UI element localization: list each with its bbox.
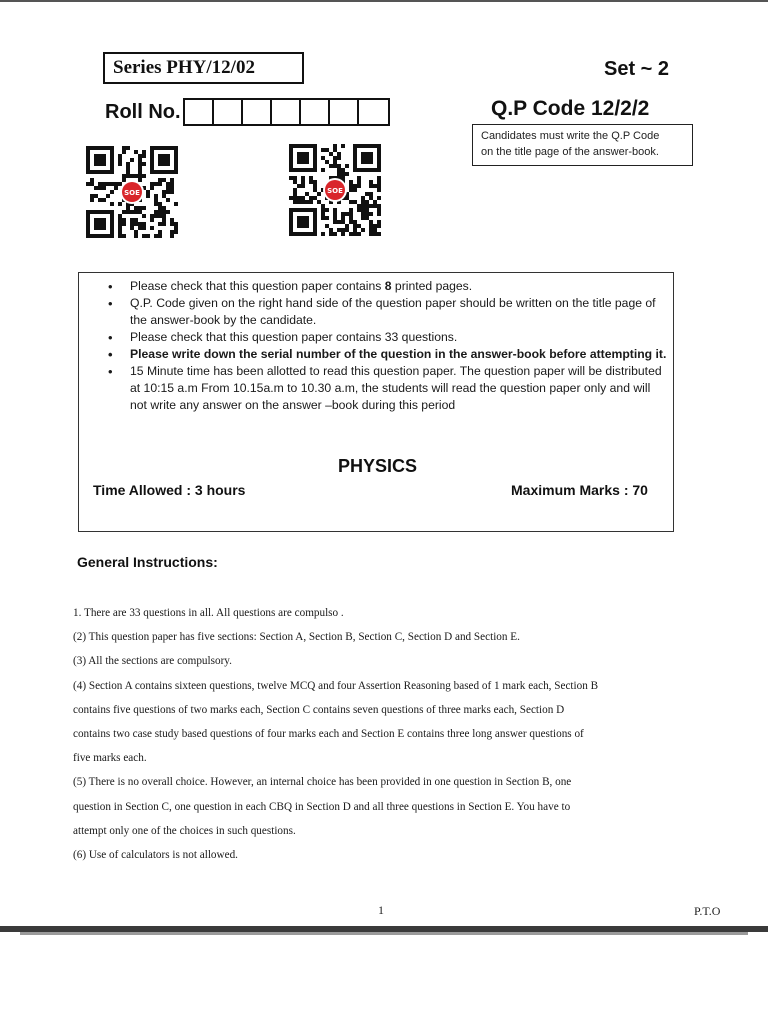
roll-number-box xyxy=(243,100,272,124)
candidates-note-line: on the title page of the answer-book. xyxy=(481,146,659,158)
instruction-item xyxy=(108,295,668,329)
general-instruction-line: (5) There is no overall choice. However, an internal choice has been provided in one question in Section B, one xyxy=(73,776,572,789)
time-allowed: Time Allowed : 3 hours xyxy=(93,482,246,498)
instruction-item xyxy=(108,363,668,414)
general-instruction-line: 1. There are 33 questions in all. All questions are compulso . xyxy=(73,607,344,619)
general-instruction-line: five marks each. xyxy=(73,752,147,765)
instruction-text: Q.P. Code given on the right hand side of the question paper should be written on the title page of the answer-book by the candidate. xyxy=(130,296,656,327)
pto-label: P.T.O xyxy=(694,904,721,918)
instruction-text: Please check that this question paper contains 33 questions. xyxy=(130,330,458,344)
top-border xyxy=(0,0,768,2)
instruction-text: 15 Minute time has been allotted to read this question paper. The question paper will be distributed at 10:15 a.m From 10.15a.m to 10.30 a.m, the students will read the question paper only and will not write any answer on the answer –book during this period xyxy=(130,364,662,412)
qr-code-icon xyxy=(86,146,178,238)
bullet-icon: • xyxy=(108,279,113,294)
bullet-icon: • xyxy=(108,296,113,311)
set-label: Set ~ 2 xyxy=(604,58,670,80)
instruction-text-pre: Please check that this question paper contains xyxy=(130,279,385,293)
roll-number-box xyxy=(214,100,243,124)
roll-number-row xyxy=(105,97,390,127)
roll-number-box xyxy=(330,100,359,124)
candidates-note xyxy=(472,124,693,166)
qr-code-icon xyxy=(289,144,381,236)
general-instructions-heading: General Instructions: xyxy=(77,554,218,570)
series-label: Series PHY/12/02 xyxy=(103,52,304,84)
qr-logo-text: SOE xyxy=(124,189,140,197)
instruction-item xyxy=(108,329,668,346)
general-instruction-line: (4) Section A contains sixteen questions, twelve MCQ and four Assertion Reasoning based of 1 mark each, Section B xyxy=(73,679,599,692)
general-instruction-line: (6) Use of calculators is not allowed. xyxy=(73,849,238,862)
roll-number-box xyxy=(301,100,330,124)
maximum-marks: Maximum Marks : 70 xyxy=(511,482,648,498)
subject-title: PHYSICS xyxy=(338,456,418,476)
general-instruction-line: (3) All the sections are compulsory. xyxy=(73,655,232,668)
instruction-text-post: printed pages. xyxy=(391,279,473,293)
candidates-note-line: Candidates must write the Q.P Code xyxy=(481,130,660,142)
bullet-icon: • xyxy=(108,364,113,379)
roll-number-box xyxy=(272,100,301,124)
roll-number-box xyxy=(185,100,214,124)
general-instruction-line: (2) This question paper has five sections: Section A, Section B, Section C, Section D and Section E. xyxy=(73,631,520,644)
bullet-icon: • xyxy=(108,347,113,362)
page-number: 1 xyxy=(378,903,384,917)
general-instruction-line: contains two case study based questions of four marks each and Section E contains three long answer questions of xyxy=(73,728,584,741)
bullet-icon: • xyxy=(108,330,113,345)
instruction-text-bold: 8 xyxy=(384,279,392,293)
instructions-list xyxy=(108,278,668,414)
bottom-border-shadow xyxy=(20,932,748,935)
instruction-item xyxy=(108,278,668,295)
general-instruction-line: question in Section C, one question in each CBQ in Section D and all three questions in Section E. You have to xyxy=(73,800,571,813)
roll-number-label: Roll No. xyxy=(105,100,181,123)
instruction-text: Please write down the serial number of the question in the answer-book before attempting it. xyxy=(130,347,667,361)
general-instructions-body xyxy=(73,601,673,867)
instruction-item xyxy=(108,346,668,363)
qr-logo-text: SOE xyxy=(327,187,343,195)
roll-number-box xyxy=(359,100,388,124)
general-instruction-line: attempt only one of the choices in such questions. xyxy=(73,824,296,837)
qp-code-label: Q.P Code 12/2/2 xyxy=(491,97,650,120)
roll-number-boxes xyxy=(183,98,390,126)
general-instruction-line: contains five questions of two marks each, Section C contains seven questions of three marks each, Section D xyxy=(73,703,565,716)
